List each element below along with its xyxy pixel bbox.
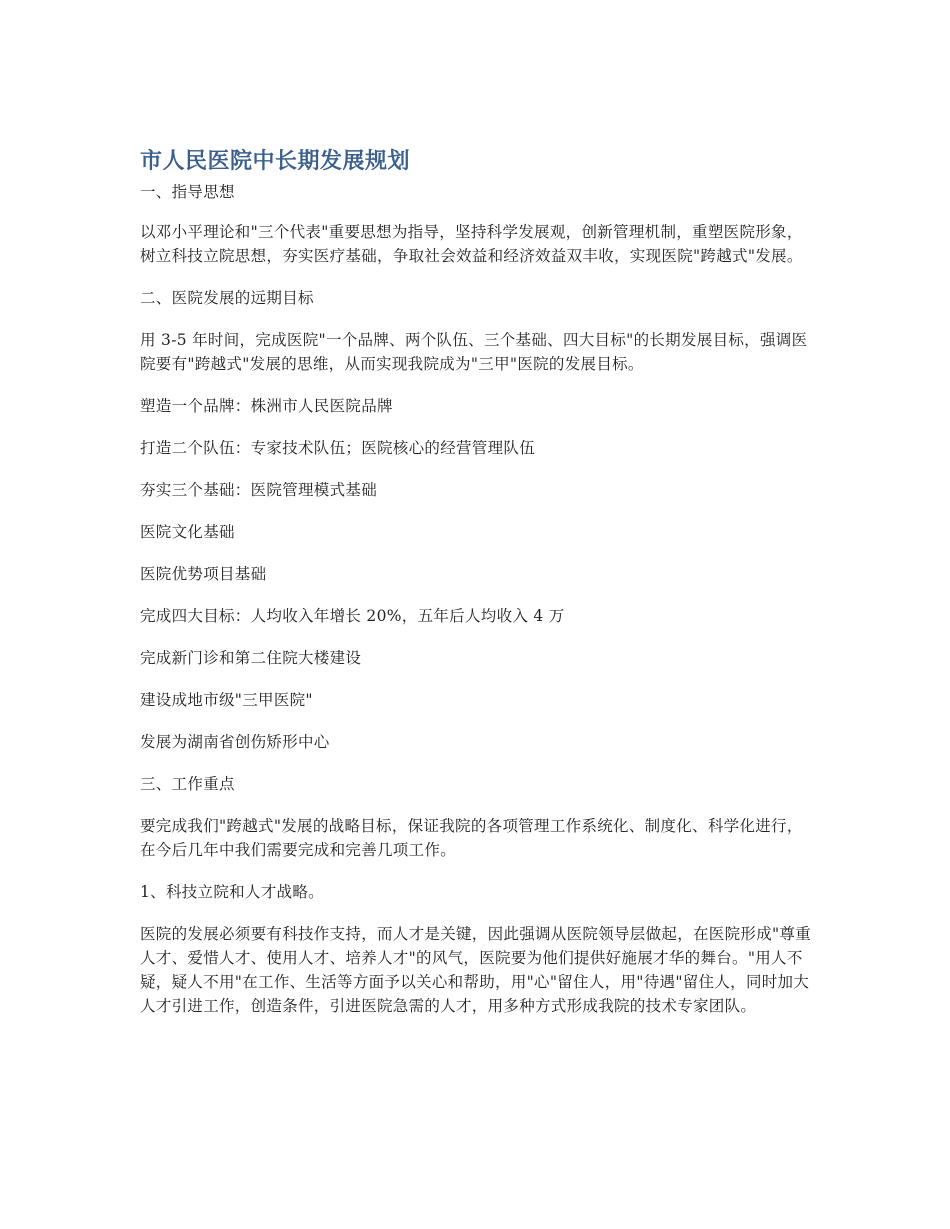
section-heading-work-focus: 三、工作重点 — [140, 775, 235, 793]
subheading-science-talent: 1、科技立院和人才战略。 — [140, 883, 324, 901]
section-heading-long-term-goals: 二、医院发展的远期目标 — [140, 289, 314, 307]
document-page — [140, 146, 812, 1036]
list-item-new-buildings: 完成新门诊和第二住院大楼建设 — [140, 649, 362, 667]
list-item-culture-foundation: 医院文化基础 — [140, 523, 235, 541]
paragraph-long-term-goals: 用 3-5 年时间，完成医院"一个品牌、两个队伍、三个基础、四大目标"的长期发展目标，强调医院要有"跨越式"发展的思维，从而实现我院成为"三甲"医院的发展目标。 — [140, 331, 808, 373]
list-item-brand: 塑造一个品牌：株洲市人民医院品牌 — [140, 397, 393, 415]
document-title: 市人民医院中长期发展规划 — [140, 149, 411, 174]
list-item-foundations: 夯实三个基础：医院管理模式基础 — [140, 481, 378, 499]
list-item-four-goals: 完成四大目标：人均收入年增长 20%，五年后人均收入 4 万 — [140, 607, 565, 625]
paragraph-guiding-ideology: 以邓小平理论和"三个代表"重要思想为指导，坚持科学发展观，创新管理机制，重塑医院形象，树立科技立院思想，夯实医疗基础，争取社会效益和经济效益双丰收，实现医院"跨越式"发展。 — [140, 223, 803, 265]
list-item-grade-a-hospital: 建设成地市级"三甲医院" — [140, 691, 313, 709]
paragraph-work-focus: 要完成我们"跨越式"发展的战略目标，保证我院的各项管理工作系统化、制度化、科学化进行，在今后几年中我们需要完成和完善几项工作。 — [140, 817, 803, 859]
list-item-teams: 打造二个队伍：专家技术队伍；医院核心的经营管理队伍 — [140, 439, 536, 457]
section-heading-guiding-ideology: 一、指导思想 — [140, 183, 235, 201]
list-item-trauma-center: 发展为湖南省创伤矫形中心 — [140, 733, 330, 751]
paragraph-science-talent: 医院的发展必须要有科技作支持，而人才是关键，因此强调从医院领导层做起，在医院形成"尊重人才、爱惜人才、使用人才、培养人才"的风气，医院要为他们提供好施展才华的舞台。"用人不疑，疑人不用"在工作、生活等方面予以关心和帮助，用"心"留住人，用"待遇"留住人，同时加大人才引进工作，创造条件，引进医院急需的人才，用多种方式形成我院的技术专家团队。 — [140, 925, 812, 1015]
list-item-advantage-foundation: 医院优势项目基础 — [140, 565, 267, 583]
